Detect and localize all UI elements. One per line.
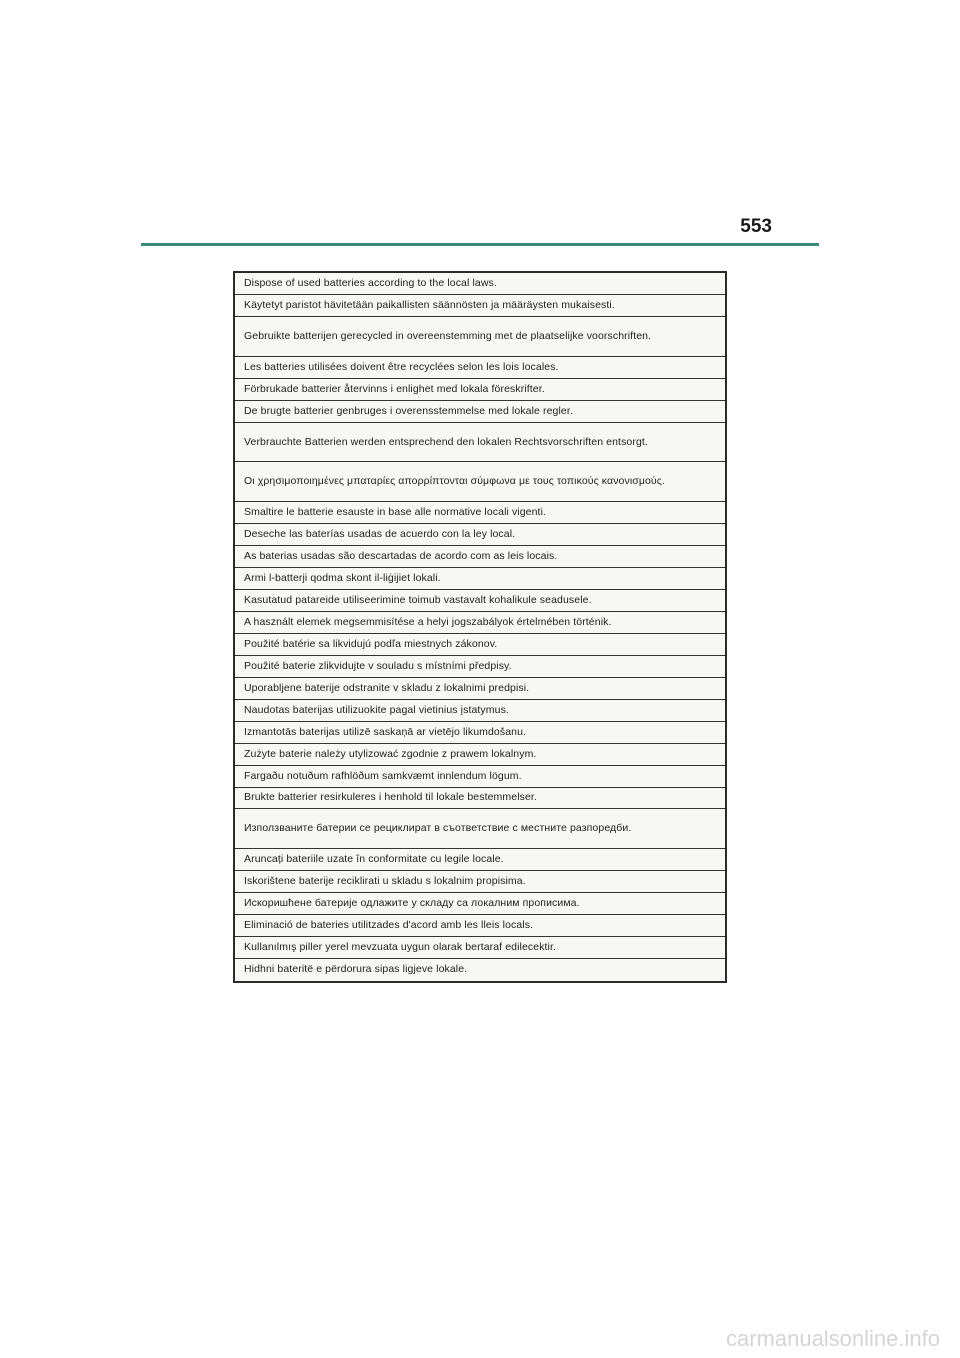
table-row: Eliminació de bateries utilitzades d'acord amb les lleis locals.	[235, 915, 725, 937]
table-row: Izmantotās baterijas utilizē saskaņā ar vietējo likumdošanu.	[235, 722, 725, 744]
table-row: Naudotas baterijas utilizuokite pagal vietinius įstatymus.	[235, 700, 725, 722]
table-row: Förbrukade batterier återvinns i enlighet med lokala föreskrifter.	[235, 379, 725, 401]
table-row: Les batteries utilisées doivent être recyclées selon les lois locales.	[235, 357, 725, 379]
watermark-link[interactable]: carmanualsonline.info	[725, 1326, 940, 1351]
table-row: Dispose of used batteries according to the local laws.	[235, 273, 725, 295]
table-row: A használt elemek megsemmisítése a helyi jogszabályok értelmében történik.	[235, 612, 725, 634]
table-row: Gebruikte batterijen gerecycled in overeenstemming met de plaatselijke voorschriften.	[235, 317, 725, 357]
table-row: Οι χρησιμοποιημένες μπαταρίες απορρίπτονται σύμφωνα με τους τοπικούς κανονισμούς.	[235, 462, 725, 502]
table-row: Smaltire le batterie esauste in base alle normative locali vigenti.	[235, 502, 725, 524]
table-row: Použité baterie zlikvidujte v souladu s místními předpisy.	[235, 656, 725, 678]
table-row: Brukte batterier resirkuleres i henhold til lokale bestemmelser.	[235, 788, 725, 810]
battery-disposal-table	[233, 271, 727, 983]
table-row: Deseche las baterías usadas de acuerdo con la ley local.	[235, 524, 725, 546]
table-row: Fargaðu notuðum rafhlöðum samkvæmt innlendum lögum.	[235, 766, 725, 788]
table-row: Искоришћене батерије одлажите у складу са локалним прописима.	[235, 893, 725, 915]
table-row: Kasutatud patareide utiliseerimine toimub vastavalt kohalikule seadusele.	[235, 590, 725, 612]
table-row: Hidhni bateritë e përdorura sipas ligjeve lokale.	[244, 963, 468, 976]
table-row: Zużyte baterie należy utylizować zgodnie z prawem lokalnym.	[235, 744, 725, 766]
table-row: Aruncați bateriile uzate în conformitate cu legile locale.	[235, 849, 725, 871]
header-divider	[141, 243, 819, 246]
table-row: Armi l-batterji qodma skont il-liġijiet lokali.	[235, 568, 725, 590]
table-row: Kullanılmış piller yerel mevzuata uygun olarak bertaraf edilecektir.	[235, 937, 725, 959]
table-row: Uporabljene baterije odstranite v skladu z lokalnimi predpisi.	[235, 678, 725, 700]
table-row: Verbrauchte Batterien werden entsprechend den lokalen Rechtsvorschriften entsorgt.	[235, 423, 725, 463]
table-row: De brugte batterier genbruges i overensstemmelse med lokale regler.	[235, 401, 725, 423]
table-row: Iskorištene baterije reciklirati u skladu s lokalnim propisima.	[235, 871, 725, 893]
page-number: 553	[740, 216, 772, 237]
table-row: Използваните батерии се рециклират в съответствие с местните разпоредби.	[235, 809, 725, 849]
table-row: Použité batérie sa likvidujú podľa miestnych zákonov.	[235, 634, 725, 656]
table-row: Käytetyt paristot hävitetään paikallisten säännösten ja määräysten mukaisesti.	[235, 295, 725, 317]
table-row: As baterias usadas são descartadas de acordo com as leis locais.	[235, 546, 725, 568]
